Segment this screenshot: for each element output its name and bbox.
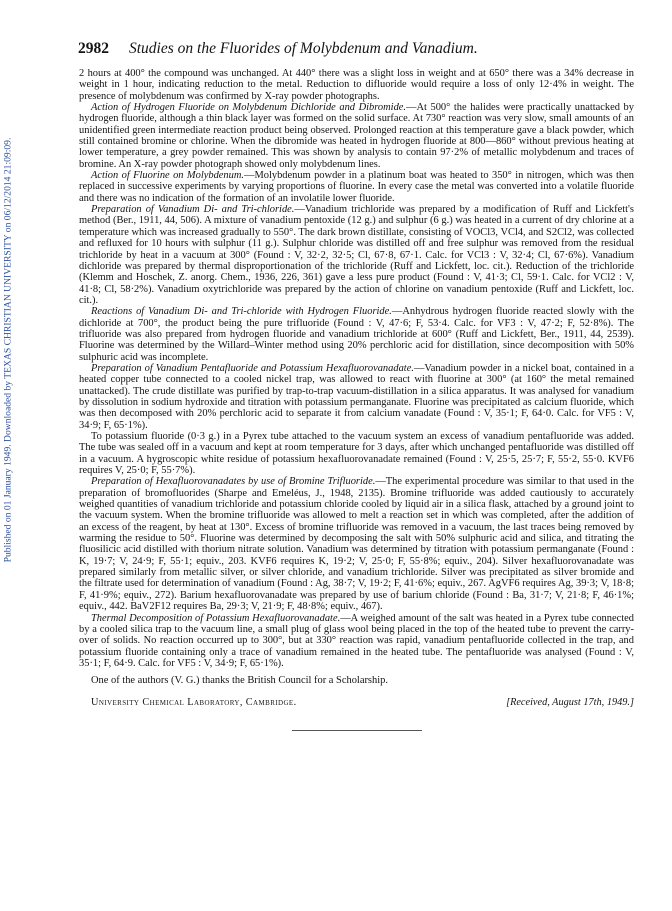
affiliation: University Chemical Laboratory, Cambridge. — [91, 696, 297, 708]
paragraph-potassium-fluoride — [79, 431, 634, 476]
paragraph-vanadium-chlorides — [79, 204, 634, 306]
paragraph-text: —The experimental procedure was similar to that used in the preparation of bromofluorides (Sharpe and Emeléus, J., 1948, 2135). Bromine trifluoride was added cautiously to accurately weighed quantities of vanadium trichloride and potassium chloride cooled by liquid air in a silica flask, attached by a ground joint to the vacuum system. When the bromine trifluoride was allowed to melt a reaction set in which was completed, after the addition of an excess of the reagent, by heat at 130°. Excess of bromine trifluoride was removed in a vacuum, the last traces being removed by warming the residue to 50°. Fluorine was determined by decomposing the salt with 50% sulphuric acid and silica, and titrating the fluosilicic acid distilled with thorium nitrate solution. Vanadium was determined by titration with potassium permanganate (Found : K, 19·7; V, 24·9; F, 55·1; equiv., 203. KVF6 requires K, 19·2; V, 25·0; F, 55·8%; equiv., 204). Silver hexafluorovanadate was prepared similarly from metallic silver, or silver chloride, and vanadium trichloride. Silver was precipitated as silver bromide and the filtrate used for determination of vanadium (Found : Ag, 38·7; V, 19·2; F, 41·6%; equiv., 267. AgVF6 requires Ag, 39·3; V, 18·8; F, 41·9%; equiv., 272). Barium hexafluorovanadate was prepared by use of barium chloride (Found : Ba, 31·7; V, 21·8; F, 46·1%; equiv., 442. BaV2F12 requires Ba, 29·3; V, 21·9; F, 48·8%; equiv., 467). — [79, 476, 634, 613]
article-footer — [79, 697, 634, 708]
paragraph-heading: Thermal Decomposition of Potassium Hexafluorovanadate. — [91, 612, 341, 624]
paragraph-text: —Vanadium powder in a nickel boat, contained in a heated copper tube connected to a cooled nickel trap, was allowed to react with fluorine at 300° (at 160° the metal remained unattacked). The crude distillate was purified by trap-to-trap vacuum-distillation in a silica apparatus. It was analysed for vanadium by dissolution in sodium hydroxide and titration with potassium permanganate. Fluorine was precipitated as calcium fluoride, which was then decomposed with 20% perchloric acid to separate it from calcium vanadate (Found : V, 35·1; F, 64·0. Calc. for VF5 : V, 34·9; F, 65·1%). — [79, 362, 634, 431]
received-date: [Received, August 17th, 1949.] — [506, 696, 634, 708]
paragraph-heading: Action of Hydrogen Fluoride on Molybdenum Dichloride and Dibromide. — [91, 102, 407, 114]
paragraph-vanadium-hf — [79, 306, 634, 363]
paragraph-text: 2 hours at 400° the compound was unchanged. At 440° there was a slight loss in weight and at 650° there was a 34% decrease in weight in 1 hour, indicating reduction to the metal. Reduction to difluoride would require a loss of only 12·4% in weight. The presence of molybdenum was confirmed by X-ray powder photographs. — [79, 68, 634, 102]
end-rule — [292, 730, 422, 731]
paragraph-bromine-trifluoride — [79, 476, 634, 612]
paragraph-thermal-decomposition — [79, 613, 634, 670]
paragraph-text: —Vanadium trichloride was prepared by a modification of Ruff and Lickfett's method (Ber., 1911, 44, 506). A mixture of vanadium pentoxide (12 g.) and sulphur (6 g.) was heated in a current of dry chlorine at a temperature which was increased gradually to 550°. The dark brown distillate, consisting of VOCl3, VCl4, and S2Cl2, was collected and refluxed for 10 hours with sulphur (11 g.). Sulphur chloride was distilled off and free sulphur was removed from the residual trichloride by heat in a vacuum at 300° (Found : V, 32·2, 32·5; Cl, 67·8, 67·1. Calc. for VCl3 : V, 32·4; Cl, 67·6%). Vanadium dichloride was prepared by thermal disproportionation of the trichloride (Ruff and Lickfett, loc. cit.). Reduction of the trichloride (Klemm and Hoschek, Z. anorg. Chem., 1936, 226, 361) gave a less pure product (Found : V, 41·3; Cl, 59·1. Calc. for VCl2 : V, 41·8; Cl, 58·2%). Vanadium oxytrichloride was prepared by the action of chlorine on vanadium pentoxide (Ruff and Lickfett, loc. cit.). — [79, 204, 634, 306]
paragraph-pentafluoride — [79, 363, 634, 431]
paragraph-heading: Preparation of Vanadium Pentafluoride and Potassium Hexafluorovanadate. — [91, 362, 414, 374]
paragraph-fluorine-molybdenum — [79, 170, 634, 204]
paragraph-hf-molybdenum — [79, 102, 634, 170]
paragraph-1 — [79, 68, 634, 102]
paragraph-heading: Reactions of Vanadium Di- and Tri-chloride with Hydrogen Fluoride. — [91, 306, 392, 318]
running-title: Studies on the Fluorides of Molybdenum and Vanadium. — [129, 40, 478, 57]
download-watermark — [1, 60, 15, 640]
paragraph-text: —Anhydrous hydrogen fluoride reacted slowly with the dichloride at 700°, the product being the pure trifluoride (Found : V, 47·6; F, 53·4. Calc. for VF3 : V, 47·2; F, 52·8%). The trifluoride was also prepared from hydrogen fluoride and vanadium trichloride at 600° (Ruff and Lickfett, Ber., 1911, 44, 2539). Fluorine was determined by the Willard–Winter method using 20% perchloric acid for distillation, since decomposition with 50% sulphuric acid was incomplete. — [79, 306, 634, 363]
paragraph-text: —Molybdenum powder in a platinum boat was heated to 350° in nitrogen, which was then replaced in successive experiments by varying proportions of fluorine. In every case the metal was converted into a volatile fluoride and there was no indication of the formation of an involatile lower fluoride. — [79, 170, 634, 204]
paragraph-text: To potassium fluoride (0·3 g.) in a Pyrex tube attached to the vacuum system an excess of vanadium pentafluoride was added. The tube was sealed off in a vacuum and kept at room temperature for 3 days, after which unchanged pentafluoride was distilled off in a vacuum. A hygroscopic white residue of potassium hexafluorovanadate remained (Found : V, 25·5, 25·7; F, 55·2, 55·0. KVF6 requires V, 25·0; F, 55·7%). — [79, 431, 634, 477]
paragraph-heading: Preparation of Vanadium Di- and Tri-chloride. — [91, 204, 295, 216]
download-notice: Published on 01 January 1949. Downloaded by TEXAS CHRISTIAN UNIVERSITY on 06/12/2014 21:09:09. — [2, 137, 14, 563]
acknowledgement: One of the authors (V. G.) thanks the British Council for a Scholarship. — [91, 675, 388, 687]
page-header — [78, 40, 638, 62]
paragraph-text: —At 500° the halides were practically unattacked by hydrogen fluoride, although a thin black layer was formed on the solid surface. At 730° reaction was very slow, small amounts of an unidentified green intermediate reaction product being observed. Prolonged reaction at this temperature gave a black powder, which still contained bromine or chlorine. When the dibromide was heated in hydrogen fluoride at 800—860° without previous heating at lower temperature, a grey powder remained. This was shown by analysis to contain 97·2% of metallic molybdenum and traces of bromine. An X-ray powder photograph showed only molybdenum lines. — [79, 102, 634, 170]
article-body — [79, 68, 634, 731]
paragraph-heading: Action of Fluorine on Molybdenum. — [91, 170, 245, 182]
paragraph-text: —A weighed amount of the salt was heated in a Pyrex tube connected by a cooled silica trap to the vacuum line, a small plug of glass wool being placed in the top of the heated tube to prevent the carry-over of solids. No reaction occurred up to 300°, but at 330° reaction was rapid, vanadium pentafluoride collected in the trap, and potassium fluoride containing only a trace of vanadium remained in the heated tube. The pentafluoride was analysed (Found : V, 35·1; F, 64·9. Calc. for VF5 : V, 34·9; F, 65·1%). — [79, 612, 634, 669]
page-number: 2982 — [78, 40, 109, 57]
paragraph-heading: Preparation of Hexafluorovanadates by use of Bromine Trifluoride. — [91, 476, 376, 488]
